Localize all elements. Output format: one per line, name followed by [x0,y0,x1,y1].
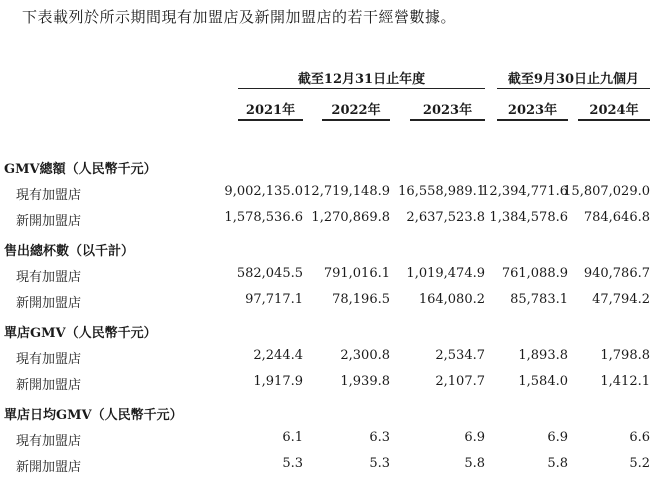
table-cell: 5.3 [369,456,390,471]
table-cell: 1,893.8 [518,348,568,363]
year-header: 2022年 [331,103,381,118]
table-cell: 940,786.7 [583,266,650,281]
row-label [16,374,216,392]
year-header-rule [410,119,485,121]
table-cell: 97,717.1 [245,292,303,307]
section-title: 單店日均GMV（人民幣千元） [4,408,183,423]
section-title: 售出總杯數（以千計） [4,244,135,259]
table-cell: 47,794.2 [592,292,650,307]
row-label-text: 新開加盟店 [16,460,82,474]
row-label-text: 現有加盟店 [16,352,82,366]
table-cell: 78,196.5 [332,292,390,307]
table-cell: 1,578,536.6 [224,210,303,225]
table-cell: 2,107.7 [435,374,485,389]
table-cell: 1,584.0 [518,374,568,389]
year-header: 2021年 [245,103,296,118]
row-label [16,430,216,448]
table-cell: 5.3 [282,456,303,471]
table-cell: 2,534.7 [435,348,485,363]
row-label-text: 新開加盟店 [16,378,82,392]
table-cell: 85,783.1 [510,292,568,307]
table-cell: 791,016.1 [323,266,390,281]
year-header-rule [497,119,568,121]
year-header: 2023年 [422,103,473,118]
table-cell: 6.3 [369,430,390,445]
year-header: 2024年 [589,103,639,118]
row-label [16,348,216,366]
table-cell: 6.9 [464,430,485,445]
row-label-text: 新開加盟店 [16,296,82,310]
table-cell: 2,244.4 [253,348,303,363]
table-cell: 761,088.9 [501,266,568,281]
table-cell: 1,384,578.6 [489,210,568,225]
table-cell: 2,300.8 [340,348,390,363]
row-label-text: 現有加盟店 [16,188,82,202]
table-cell: 1,917.9 [253,374,303,389]
table-cell: 9,002,135.0 [224,184,303,199]
column-group-header: 截至12月31日止年度 [297,72,426,87]
row-label-text: 新開加盟店 [16,214,82,228]
table-cell: 1,798.8 [600,348,650,363]
table-cell: 6.6 [629,430,650,445]
table-cell: 1,270,869.8 [311,210,390,225]
column-group-header: 截至9月30日止九個月 [507,72,640,87]
table-cell: 582,045.5 [236,266,303,281]
row-label [16,266,216,284]
table-cell: 6.9 [547,430,568,445]
table-cell: 164,080.2 [418,292,485,307]
row-label [16,210,216,228]
table-cell: 1,019,474.9 [406,266,485,281]
intro-text: 下表載列於所示期間現有加盟店及新開加盟店的若干經營數據。 [22,8,457,26]
section-title: 單店GMV（人民幣千元） [4,326,157,341]
table-cell: 15,807,029.0 [563,184,650,199]
table-cell: 5.8 [547,456,568,471]
section-title: GMV總額（人民幣千元） [4,162,157,177]
table-cell: 1,412.1 [600,374,650,389]
year-header: 2023年 [507,103,558,118]
year-header-rule [322,119,390,121]
year-header-rule [578,119,650,121]
column-group-rule [238,88,485,89]
table-cell: 16,558,989.1 [398,184,485,199]
table-cell: 5.8 [464,456,485,471]
table-cell: 12,394,771.6 [481,184,568,199]
table-cell: 1,939.8 [340,374,390,389]
table-cell: 6.1 [282,430,303,445]
table-cell: 2,637,523.8 [406,210,485,225]
table-cell: 5.2 [629,456,650,471]
row-label [16,184,216,202]
row-label [16,456,216,474]
year-header-rule [238,119,303,121]
table-cell: 784,646.8 [583,210,650,225]
column-group-rule [497,88,650,89]
row-label-text: 現有加盟店 [16,270,82,284]
table-cell: 12,719,148.9 [303,184,390,199]
row-label [16,292,216,310]
row-label-text: 現有加盟店 [16,434,82,448]
